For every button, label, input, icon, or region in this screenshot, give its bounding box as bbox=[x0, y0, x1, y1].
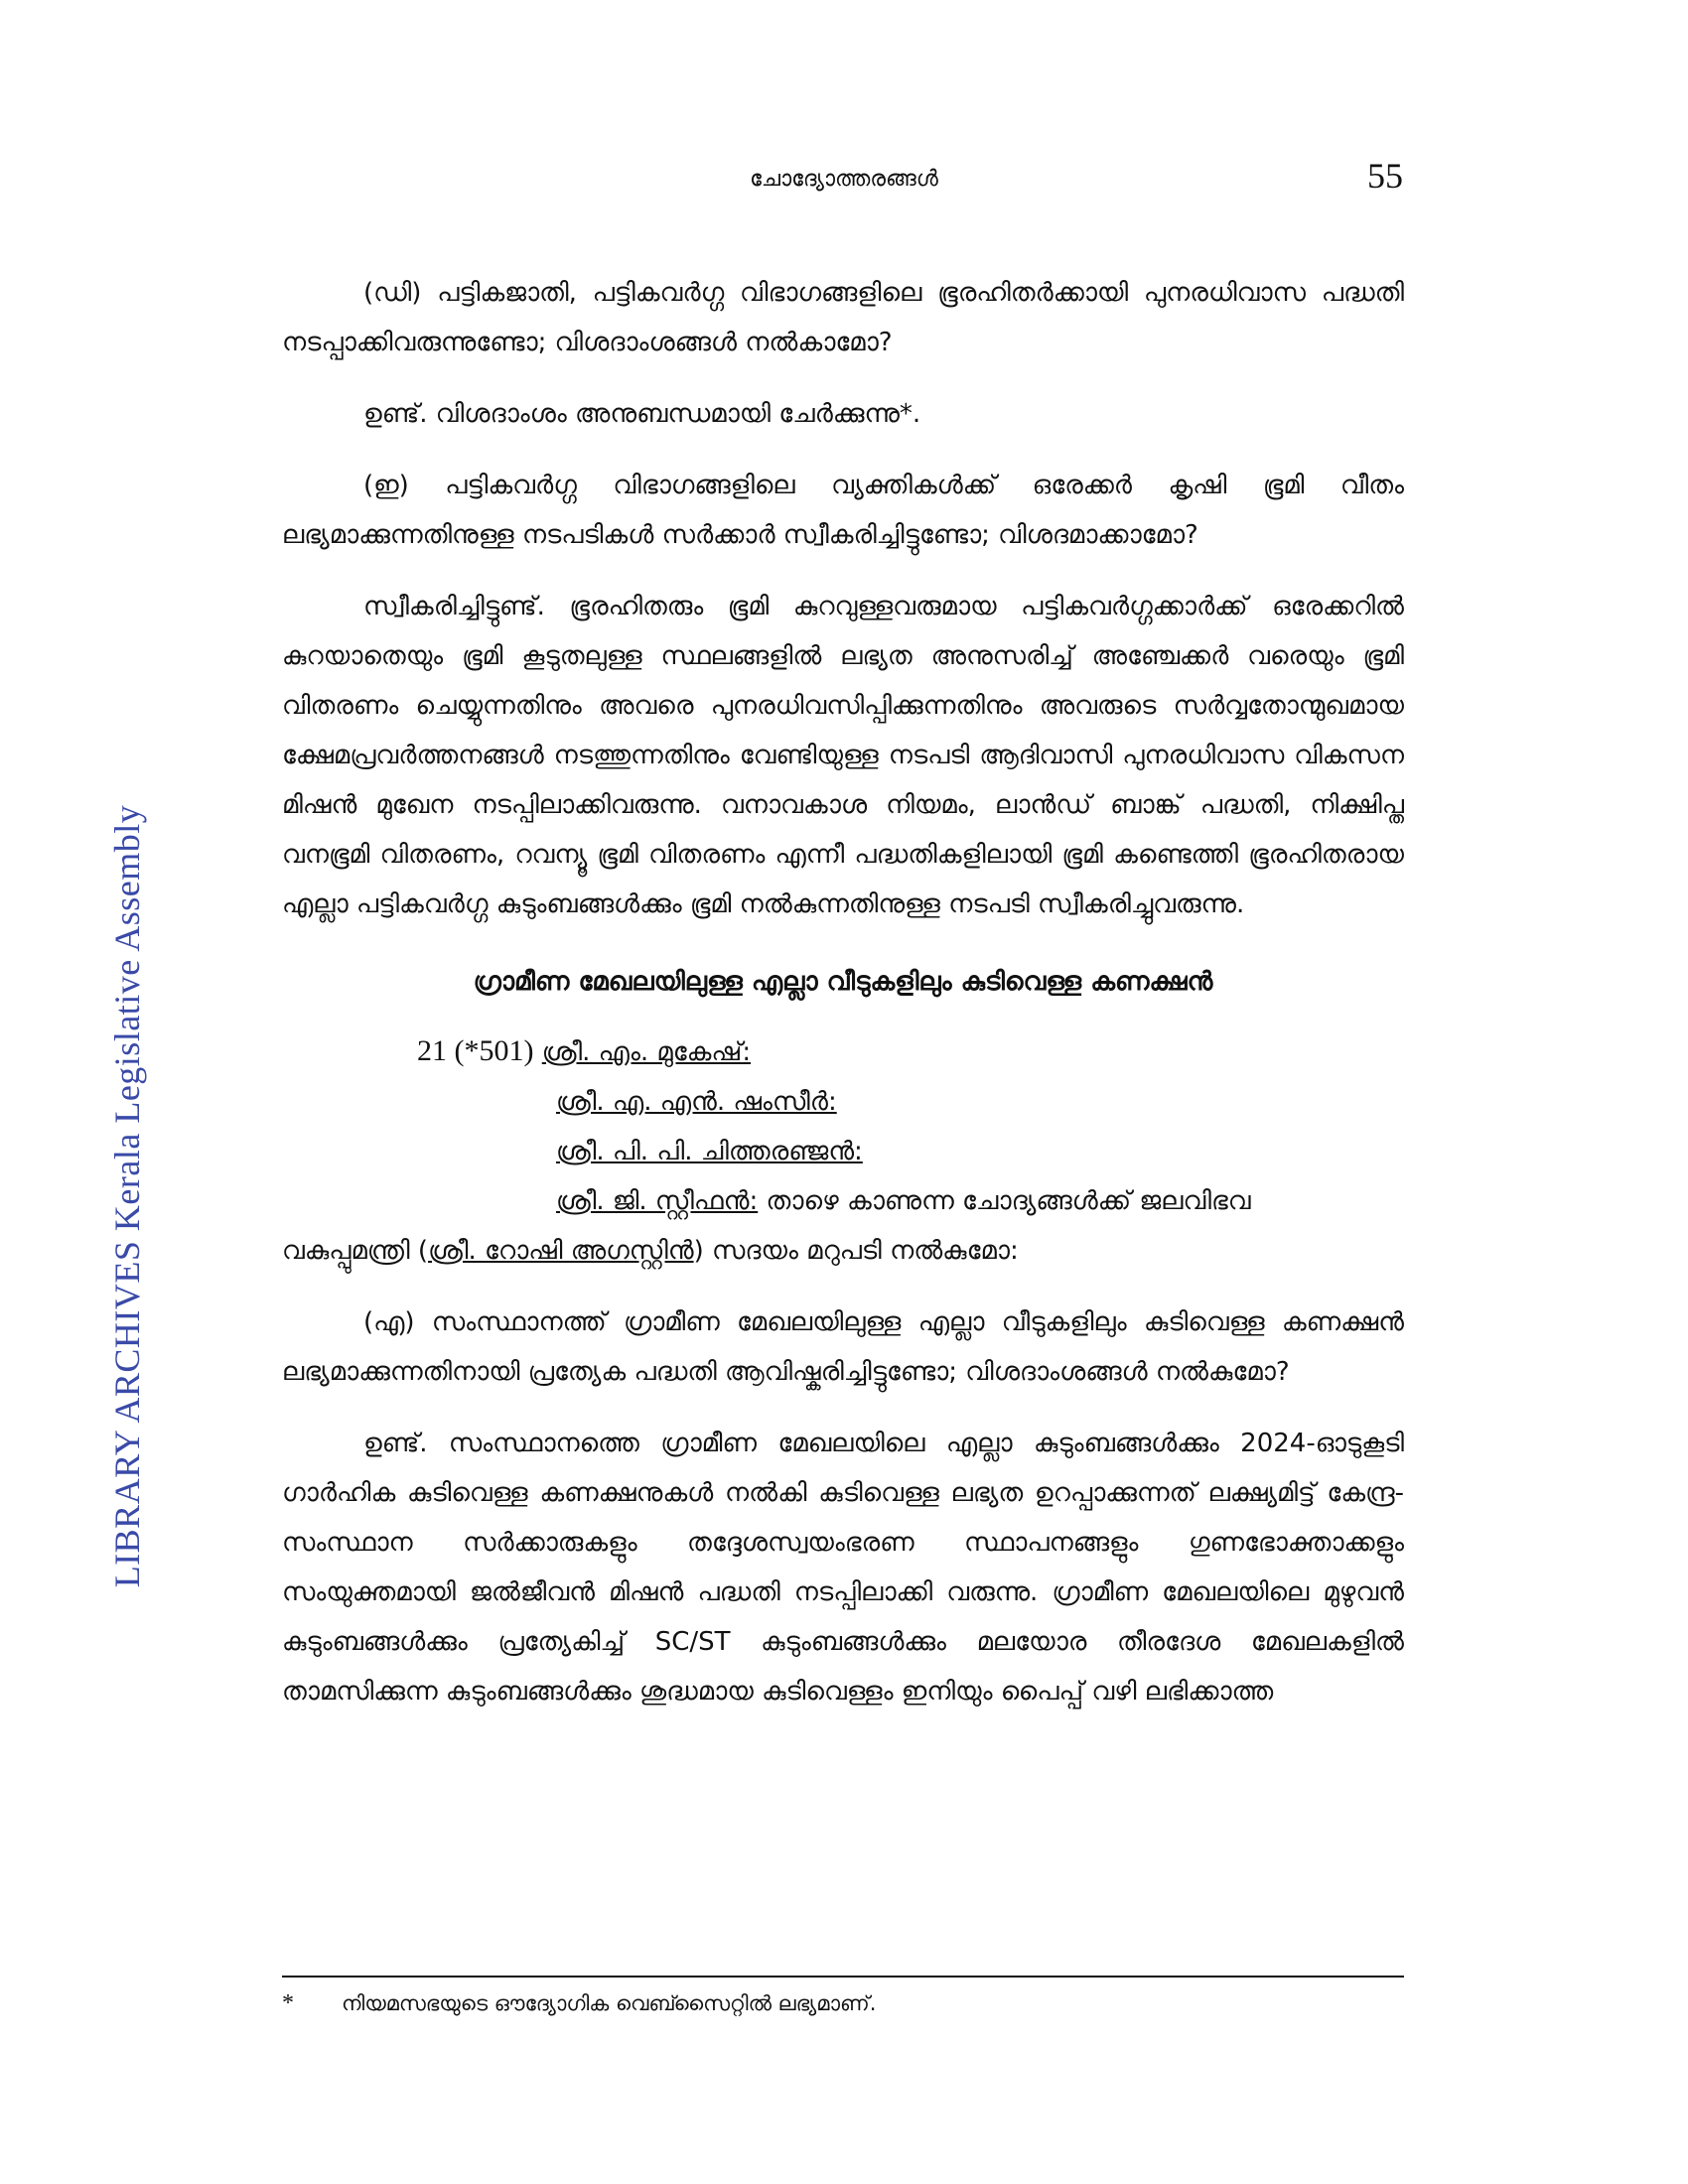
question-a: (എ) സംസ്ഥാനത്ത് ഗ്രാമീണ മേഖലയിലുള്ള എല്ലാ വീടുകളിലും കുടിവെള്ള കണക്ഷൻ ലഭ്യമാക്കുന്നതിനായി പ്രത്യേക പദ്ധതി ആവിഷ്കരിച്ചിട്ടുണ്ടോ; വിശദാംശങ്ങൾ നൽകുമോ? bbox=[282, 1307, 1404, 1387]
minister-name: ശ്രീ. റോഷി അഗസ്റ്റിൻ bbox=[428, 1236, 694, 1266]
page-header-title: ചോദ്യോത്തരങ്ങൾ bbox=[750, 167, 938, 192]
question-intro-continuation bbox=[282, 1226, 1404, 1276]
member-line bbox=[282, 1176, 1404, 1226]
question-block bbox=[282, 1026, 1404, 1276]
question-e: (ഇ) പട്ടികവർഗ്ഗ വിഭാഗങ്ങളിലെ വ്യക്തികൾക്ക് ഒരേക്കർ കൃഷി ഭൂമി വീതം ലഭ്യമാക്കുന്നതിനുള്ള നടപടികൾ സർക്കാർ സ്വീകരിച്ചിട്ടുണ്ടോ; വിശദമാക്കാമോ? bbox=[282, 471, 1404, 550]
member-name: ശ്രീ. ജി. സ്റ്റീഫൻ: bbox=[556, 1186, 759, 1216]
question-first-line bbox=[282, 1026, 1404, 1077]
footnote-marker: * bbox=[282, 1990, 294, 2016]
member-line bbox=[282, 1127, 1404, 1176]
member-line bbox=[282, 1077, 1404, 1127]
member-name: ശ്രീ. എം. മുകേഷ്: bbox=[541, 1037, 752, 1067]
section-heading: ഗ്രാമീണ മേഖലയിലുള്ള എല്ലാ വീടുകളിലും കുടിവെള്ള കണക്ഷൻ bbox=[473, 967, 1213, 997]
request-text: ) സദയം മറുപടി നൽകുമോ: bbox=[693, 1236, 1019, 1266]
footnote bbox=[282, 1990, 1404, 2017]
member-name: ശ്രീ. എ. എൻ. ഷംസീർ: bbox=[556, 1087, 837, 1117]
answer-a: ഉണ്ട്. സംസ്ഥാനത്തെ ഗ്രാമീണ മേഖലയിലെ എല്ലാ കുടുംബങ്ങൾക്കും 2024-ഓടുകൂടി ഗാർഹിക കുടിവെള്ള കണക്ഷനുകൾ നൽകി കുടിവെള്ള ലഭ്യത ഉറപ്പാക്കുന്നത് ലക്ഷ്യമിട്ട് കേന്ദ്ര-സംസ്ഥാന സർക്കാരുകളും തദ്ദേശസ്വയംഭരണ സ്ഥാപനങ്ങളും ഗുണഭോക്താക്കളും സംയുക്തമായി ജൽജീവൻ മിഷൻ പദ്ധതി നടപ്പിലാക്കി വരുന്നു. ഗ്രാമീണ മേഖലയിലെ മുഴുവൻ കുടുംബങ്ങൾക്കും പ്രത്യേകിച്ച് SC/ST കുടുംബങ്ങൾക്കും മലയോര തീരദേശ മേഖലകളിൽ താമസിക്കുന്ന കുടുംബങ്ങൾക്കും ശുദ്ധമായ കുടിവെള്ളം ഇനിയും പൈപ്പ് വഴി ലഭിക്കാത്ത bbox=[282, 1429, 1404, 1706]
footnote-text: നിയമസഭയുടെ ഔദ്യോഗിക വെബ്സൈറ്റിൽ ലഭ്യമാണ്. bbox=[342, 1991, 877, 2015]
footnote-divider bbox=[282, 1976, 1404, 1978]
question-d: (ഡി) പട്ടികജാതി, പട്ടികവർഗ്ഗ വിഭാഗങ്ങളിലെ ഭൂരഹിതർക്കായി പുനരധിവാസ പദ്ധതി നടപ്പാക്കിവരുന്നുണ്ടോ; വിശദാംശങ്ങൾ നൽകാമോ? bbox=[282, 278, 1404, 357]
question-number: 21 (*501) bbox=[417, 1034, 534, 1067]
answer-e: സ്വീകരിച്ചിട്ടുണ്ട്. ഭൂരഹിതരും ഭൂമി കുറവുള്ളവരുമായ പട്ടികവർഗ്ഗക്കാർക്ക് ഒരേക്കറിൽ കുറയാതെയും ഭൂമി കൂടുതലുള്ള സ്ഥലങ്ങളിൽ ലഭ്യത അനുസരിച്ച് അഞ്ചേക്കർ വരെയും ഭൂമി വിതരണം ചെയ്യുന്നതിനും അവരെ പുനരധിവസിപ്പിക്കുന്നതിനും അവരുടെ സർവ്വതോന്മുഖമായ ക്ഷേമപ്രവർത്തനങ്ങൾ നടത്തുന്നതിനും വേണ്ടിയുള്ള നടപടി ആദിവാസി പുനരധിവാസ വികസന മിഷൻ മുഖേന നടപ്പിലാക്കിവരുന്നു. വനാവകാശ നിയമം, ലാൻഡ് ബാങ്ക് പദ്ധതി, നിക്ഷിപ്ത വനഭൂമി വിതരണം, റവന്യൂ ഭൂമി വിതരണം എന്നീ പദ്ധതികളിലായി ഭൂമി കണ്ടെത്തി ഭൂരഹിതരായ എല്ലാ പട്ടികവർഗ്ഗ കുടുംബങ്ങൾക്കും ഭൂമി നൽകുന്നതിനുള്ള നടപടി സ്വീകരിച്ചുവരുന്നു. bbox=[282, 592, 1404, 919]
question-intro-tail: താഴെ കാണുന്ന ചോദ്യങ്ങൾക്ക് ജലവിഭവ bbox=[758, 1186, 1251, 1216]
library-archives-watermark: LIBRARY ARCHIVES Kerala Legislative Assembly bbox=[107, 804, 147, 1588]
page-number: 55 bbox=[1367, 156, 1403, 196]
page-body bbox=[282, 268, 1404, 1738]
answer-d: ഉണ്ട്. വിശദാംശം അനുബന്ധമായി ചേർക്കുന്നു*. bbox=[363, 399, 921, 429]
ministry-prefix: വകുപ്പുമന്ത്രി ( bbox=[282, 1236, 429, 1266]
member-name: ശ്രീ. പി. പി. ചിത്തരഞ്ജൻ: bbox=[556, 1137, 863, 1166]
